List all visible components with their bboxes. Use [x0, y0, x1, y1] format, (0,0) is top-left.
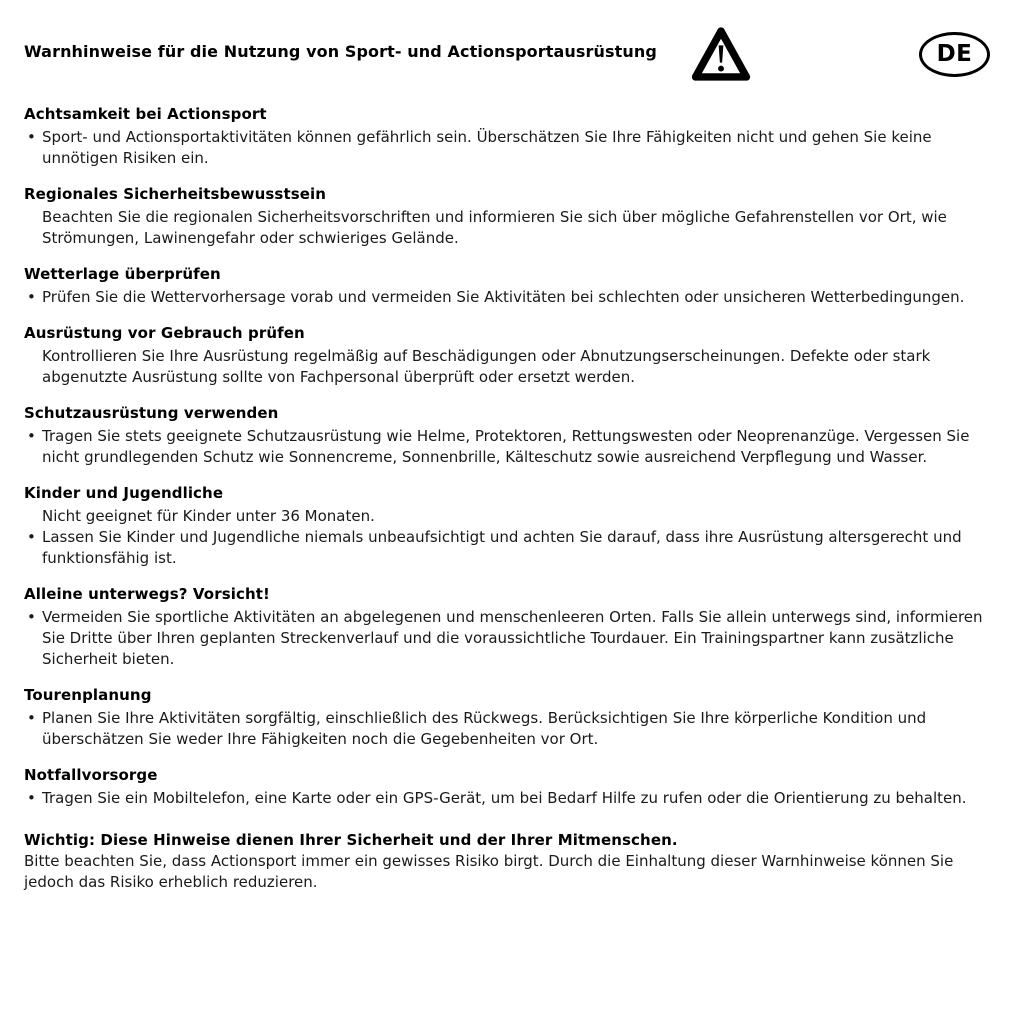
warning-section: [24, 106, 1005, 169]
language-badge-label: DE: [936, 40, 973, 67]
warning-section: [24, 586, 1005, 670]
warning-section: [24, 405, 1005, 468]
document-header: [24, 0, 1005, 89]
plain-item: [24, 346, 1005, 388]
bullet-spacer: [24, 346, 42, 388]
bullet-item: [24, 527, 1005, 569]
section-heading: Tourenplanung: [24, 686, 152, 704]
bullet-item: [24, 426, 1005, 468]
bullet-spacer: [24, 506, 42, 527]
item-text: Lassen Sie Kinder und Jugendliche niemals unbeaufsichtigt und achten Sie darauf, dass ihre Ausrüstung altersgerecht und funktionsfähig ist.: [42, 528, 962, 567]
section-items: [24, 506, 1005, 569]
section-items: [24, 426, 1005, 468]
item-text: Beachten Sie die regionalen Sicherheitsvorschriften und informieren Sie sich über mögliche Gefahrenstellen vor Ort, wie Strömungen, Lawinengefahr oder schwieriges Gelände.: [42, 208, 947, 247]
section-items: [24, 708, 1005, 750]
warning-section: [24, 186, 1005, 249]
bullet-item: [24, 287, 1005, 308]
section-heading: Kinder und Jugendliche: [24, 484, 224, 502]
plain-item: [24, 207, 1005, 249]
document-footer: [24, 830, 1005, 893]
bullet-item: [24, 127, 1005, 169]
section-heading: Notfallvorsorge: [24, 766, 158, 784]
bullet-marker: •: [27, 128, 36, 146]
item-text: Nicht geeignet für Kinder unter 36 Monaten.: [42, 507, 375, 525]
bullet-marker: •: [27, 427, 36, 445]
item-text: Sport- und Actionsportaktivitäten können gefährlich sein. Überschätzen Sie Ihre Fähigkeiten nicht und gehen Sie keine unnötigen Risiken ein.: [42, 128, 932, 167]
section-items: [24, 346, 1005, 388]
section-heading: Alleine unterwegs? Vorsicht!: [24, 585, 270, 603]
bullet-marker: •: [27, 608, 36, 626]
section-heading: Regionales Sicherheitsbewusstsein: [24, 185, 327, 203]
section-items: [24, 607, 1005, 670]
section-heading: Schutzausrüstung verwenden: [24, 404, 279, 422]
warning-section: [24, 325, 1005, 388]
item-text: Tragen Sie stets geeignete Schutzausrüstung wie Helme, Protektoren, Rettungswesten oder Neoprenanzüge. Vergessen Sie nicht grundlegenden Schutz wie Sonnencreme, Sonnenbrille, Kälteschutz sowie ausreichend Verpflegung und Wasser.: [42, 427, 970, 466]
plain-item: [24, 506, 1005, 527]
warning-section: [24, 266, 1005, 308]
warning-section: [24, 485, 1005, 569]
sections: [24, 106, 1005, 809]
section-items: [24, 287, 1005, 308]
footer-heading: Wichtig: Diese Hinweise dienen Ihrer Sicherheit und der Ihrer Mitmenschen.: [24, 831, 678, 849]
item-text: Prüfen Sie die Wettervorhersage vorab und vermeiden Sie Aktivitäten bei schlechten oder unsicheren Wetterbedingungen.: [42, 288, 965, 306]
warning-section: [24, 687, 1005, 750]
bullet-marker: •: [27, 288, 36, 306]
section-heading: Achtsamkeit bei Actionsport: [24, 105, 267, 123]
bullet-item: [24, 607, 1005, 670]
item-text: Tragen Sie ein Mobiltelefon, eine Karte oder ein GPS-Gerät, um bei Bedarf Hilfe zu rufen oder die Orientierung zu behalten.: [42, 789, 967, 807]
section-items: [24, 127, 1005, 169]
bullet-marker: •: [27, 789, 36, 807]
language-badge-de: [919, 32, 990, 77]
section-heading: Wetterlage überprüfen: [24, 265, 221, 283]
item-text: Kontrollieren Sie Ihre Ausrüstung regelmäßig auf Beschädigungen oder Abnutzungserscheinungen. Defekte oder stark abgenutzte Ausrüstung sollte von Fachpersonal überprüft oder ersetzt werden.: [42, 347, 931, 386]
bullet-item: [24, 788, 1005, 809]
section-items: [24, 207, 1005, 249]
bullet-marker: •: [27, 528, 36, 546]
bullet-item: [24, 708, 1005, 750]
section-items: [24, 788, 1005, 809]
item-text: Planen Sie Ihre Aktivitäten sorgfältig, einschließlich des Rückwegs. Berücksichtigen Sie Ihre körperliche Kondition und überschätzen Sie weder Ihre Fähigkeiten noch die Gegebenheiten vor Ort.: [42, 709, 927, 748]
bullet-spacer: [24, 207, 42, 249]
warning-triangle-icon: [690, 21, 752, 87]
bullet-marker: •: [27, 709, 36, 727]
warning-section: [24, 767, 1005, 809]
section-heading: Ausrüstung vor Gebrauch prüfen: [24, 324, 305, 342]
page-title: Warnhinweise für die Nutzung von Sport- und Actionsportausrüstung: [24, 42, 657, 61]
footer-text: Bitte beachten Sie, dass Actionsport immer ein gewisses Risiko birgt. Durch die Einhaltung dieser Warnhinweise können Sie jedoch das Risiko erheblich reduzieren.: [24, 852, 954, 891]
item-text: Vermeiden Sie sportliche Aktivitäten an abgelegenen und menschenleeren Orten. Falls Sie allein unterwegs sind, informieren Sie Dritte über Ihren geplanten Streckenverlauf und die voraussichtliche Tourdauer. Ein Trainingspartner kann zusätzliche Sicherheit bieten.: [42, 608, 983, 668]
